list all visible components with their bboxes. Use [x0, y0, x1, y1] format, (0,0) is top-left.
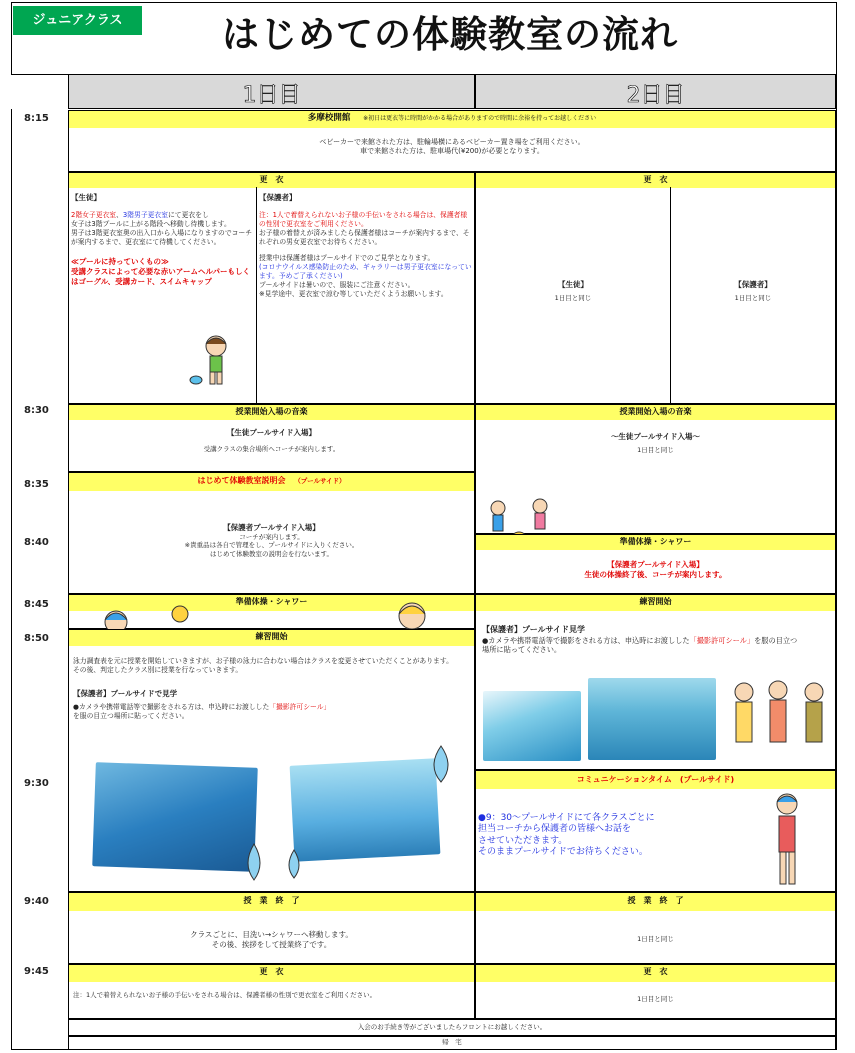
practice-day1-cam: ●カメラや携帯電話等で撮影をされる方は、申込時にお渡しした「撮影許可シール」を服の目立つ場所に貼ってください。 [73, 702, 331, 720]
practice-day2-header: 練習開始 [476, 595, 835, 611]
entrance-day1-sub: 【生徒プールサイド入場】 [226, 428, 317, 437]
class-badge: ジュニアクラス [13, 6, 142, 35]
changing-day2-header: 更 衣 [476, 173, 835, 188]
briefing-day1 [68, 472, 475, 594]
day2-student-same: 1日目と同じ [554, 293, 592, 302]
warmup-day2-red1: 【保護者プールサイド入場】 [607, 560, 704, 569]
changing-student-col [71, 193, 254, 313]
changing2-day1-note: 注：1人で着替えられないお子様の手伝いをされる場合は、保護者様の性別で更衣室をご利用ください。 [73, 991, 377, 999]
time-label: 9:40 [24, 896, 49, 907]
warmup-day1-header: 準備体操・シャワー [69, 595, 474, 611]
changing-day1-divider [256, 187, 257, 404]
pool-photo [92, 762, 258, 872]
changing2-day2-same: 1日目と同じ [637, 995, 674, 1003]
entrance-day2-same: 1日目と同じ [637, 445, 674, 454]
student-line2: 女子は3階プールに上がる階段へ移動し待機します。 [71, 219, 231, 228]
student-line3: 男子は3階更衣室奥の出入口から入場になりますのでコーチが案内するまで、更衣室にて待機してください。 [71, 228, 253, 246]
communication-line2: 担当コーチから保護者の皆様へお話を [478, 824, 632, 835]
coach-illustration [764, 790, 810, 888]
time-label: 9:45 [24, 966, 49, 977]
briefing-line1: コーチが案内します。 [239, 532, 304, 541]
guardian-line5: ※見学途中、更衣室で涼む等していただくようお願いします。 [259, 289, 448, 298]
time-label: 8:40 [24, 537, 49, 548]
parking-note: 車で来館された方は、駐車場代(¥200)が必要となります。 [360, 147, 544, 156]
briefing-line2: ※貴重品は各自で管理をし、プールサイドに入りください。 [184, 541, 359, 550]
day1-label: 1日目 [242, 83, 301, 108]
kid-swimmer-illustration [188, 332, 236, 390]
opening-header-bar [69, 111, 835, 128]
briefing-line3: はじめて体験教室の説明会を行ないます。 [210, 550, 333, 559]
practice-body1: 泳力調査表を元に授業を開始していきますが、お子様の泳力に合わない場合はクラスを変更させていただくことがあります。 [73, 657, 453, 665]
communication-line3: させていただきます。 [478, 835, 568, 846]
warmup-day2 [475, 534, 836, 594]
briefing-sub: 【保護者プールサイド入場】 [223, 523, 320, 532]
opening-section [68, 110, 836, 172]
end-day1-line2: その後、挨拶をして授業終了です。 [211, 939, 332, 949]
end-day1-line1: クラスごとに、目洗い→シャワーへ移動します。 [190, 930, 353, 939]
changing-guardian-col [259, 193, 473, 353]
footer-go-home: 帰 宅 [442, 1038, 462, 1046]
end-day2-same: 1日目と同じ [637, 935, 674, 943]
time-label: 8:35 [24, 479, 49, 490]
changing-day2-guardian [671, 280, 835, 302]
pool-photo [483, 691, 581, 761]
warmup-day2-red2: 生徒の体操終了後、コーチが案内します。 [584, 569, 727, 579]
entrance-day2-sub: ～生徒プールサイド入場～ [610, 432, 701, 441]
changing-day2-student [476, 280, 670, 302]
day2-guardian-same: 1日目と同じ [734, 293, 772, 302]
student-line1: 2階女子更衣室、3階男子更衣室にて更衣をし [71, 210, 209, 219]
day2-guardian-label: 【保護者】 [734, 280, 772, 289]
changing-day1-header: 更 衣 [69, 173, 474, 188]
time-label: 8:30 [24, 405, 49, 416]
footer-row2 [68, 1036, 836, 1050]
guardian-corona: (コロナウイルス感染防止のため、ギャラリーは男子更衣室になっています。予めご了承ください) [259, 262, 472, 280]
end-day2-header: 授 業 終 了 [476, 893, 835, 911]
day2-header [475, 74, 836, 109]
day-header-spacer [11, 74, 68, 109]
water-drop-illustration [240, 840, 310, 886]
student-label: 【生徒】 [71, 193, 101, 202]
practice-body2: その後、判定したクラス別に授業を行なっていきます。 [73, 665, 243, 674]
briefing-header: はじめて体験教室説明会 [197, 476, 286, 485]
guardian-line4: プールサイドは暑いので、服装にご注意ください。 [259, 280, 415, 289]
entrance-day1-body: 受講クラスの集合場所へコーチが案内します。 [203, 444, 340, 453]
pool-photo [290, 758, 441, 862]
changing2-day2-header: 更 衣 [476, 965, 835, 982]
opening-header: 多摩校開館 [307, 113, 351, 123]
mothers-illustration [726, 676, 834, 762]
day2-student-label: 【生徒】 [558, 280, 588, 289]
guardian-line3: 授業中は保護者様はプールサイドでのご見学となります。 [259, 253, 435, 262]
practice-day2-cam: ●カメラや携帯電話等で撮影をされる方は、申込時にお渡しした「撮影許可シール」を服の目立つ場所に貼ってください。 [482, 635, 798, 655]
time-label: 8:45 [24, 599, 49, 610]
warmup-day2-header: 準備体操・シャワー [476, 535, 835, 550]
time-label: 8:15 [24, 113, 49, 124]
opening-note: ※初日は更衣等に時間がかかる場合がありますので時間に余裕を持ってお越しください [363, 115, 597, 122]
briefing-header-bar [69, 473, 474, 491]
changing2-day1 [68, 964, 475, 1019]
guardian-label: 【保護者】 [259, 193, 297, 202]
practice-day1-sub: 【保護者】プールサイドで見学 [73, 688, 178, 698]
pool-items-body: 受講クラスによって必要な赤いアームヘルパーもしくはゴーグル、受講カード、スイムキャップ [71, 266, 251, 286]
day2-label: 2日目 [626, 83, 685, 108]
changing2-day2 [475, 964, 836, 1019]
page-title: はじめての体験教室の流れ [222, 13, 678, 56]
guardian-line2: お子様の着替えが済みましたら保護者様はコーチが案内するまで、それぞれの男女更衣室でお待ちください。 [259, 228, 470, 246]
guardian-note: 注：1人で着替えられないお子様の手伝いをされる場合は、保護者様の性別で更衣室をご利用ください。 [259, 210, 468, 228]
water-drop-illustration [426, 744, 456, 784]
pool-items-title: ≪プールに持っていくもの≫ [71, 256, 169, 266]
end-day1-header: 授 業 終 了 [69, 893, 474, 911]
entrance-day1 [68, 404, 475, 472]
communication-title: コミュニケーションタイム (プールサイド) [576, 775, 735, 784]
time-label: 8:50 [24, 633, 49, 644]
practice-day1-header: 練習開始 [69, 630, 474, 646]
communication-header [476, 771, 835, 789]
briefing-header-sub: （プールサイド） [294, 477, 346, 485]
practice-day2-sub: 【保護者】プールサイド見学 [482, 625, 586, 634]
footer-row1 [68, 1019, 836, 1036]
end-day1 [68, 892, 475, 964]
entrance-day1-header: 授業開始入場の音楽 [69, 405, 474, 420]
footer-note: 入会のお手続き等がございましたらフロントにお越しください。 [357, 1023, 547, 1031]
changing2-day1-header: 更 衣 [69, 965, 474, 982]
end-day2 [475, 892, 836, 964]
entrance-day2-header: 授業開始入場の音楽 [476, 405, 835, 420]
opening-body [69, 128, 835, 156]
communication-line4: そのままプールサイドでお待ちください。 [478, 846, 648, 857]
time-label: 9:30 [24, 778, 49, 789]
pool-photo [588, 678, 716, 760]
practice-day1-body [73, 657, 470, 675]
day1-header [68, 74, 475, 109]
stroller-note: ベビーカーで来館された方は、駐輪場横にあるベビーカー置き場をご利用ください。 [319, 138, 585, 146]
communication-line1: ●9：30～プールサイドにて各クラスごとに [478, 813, 655, 823]
